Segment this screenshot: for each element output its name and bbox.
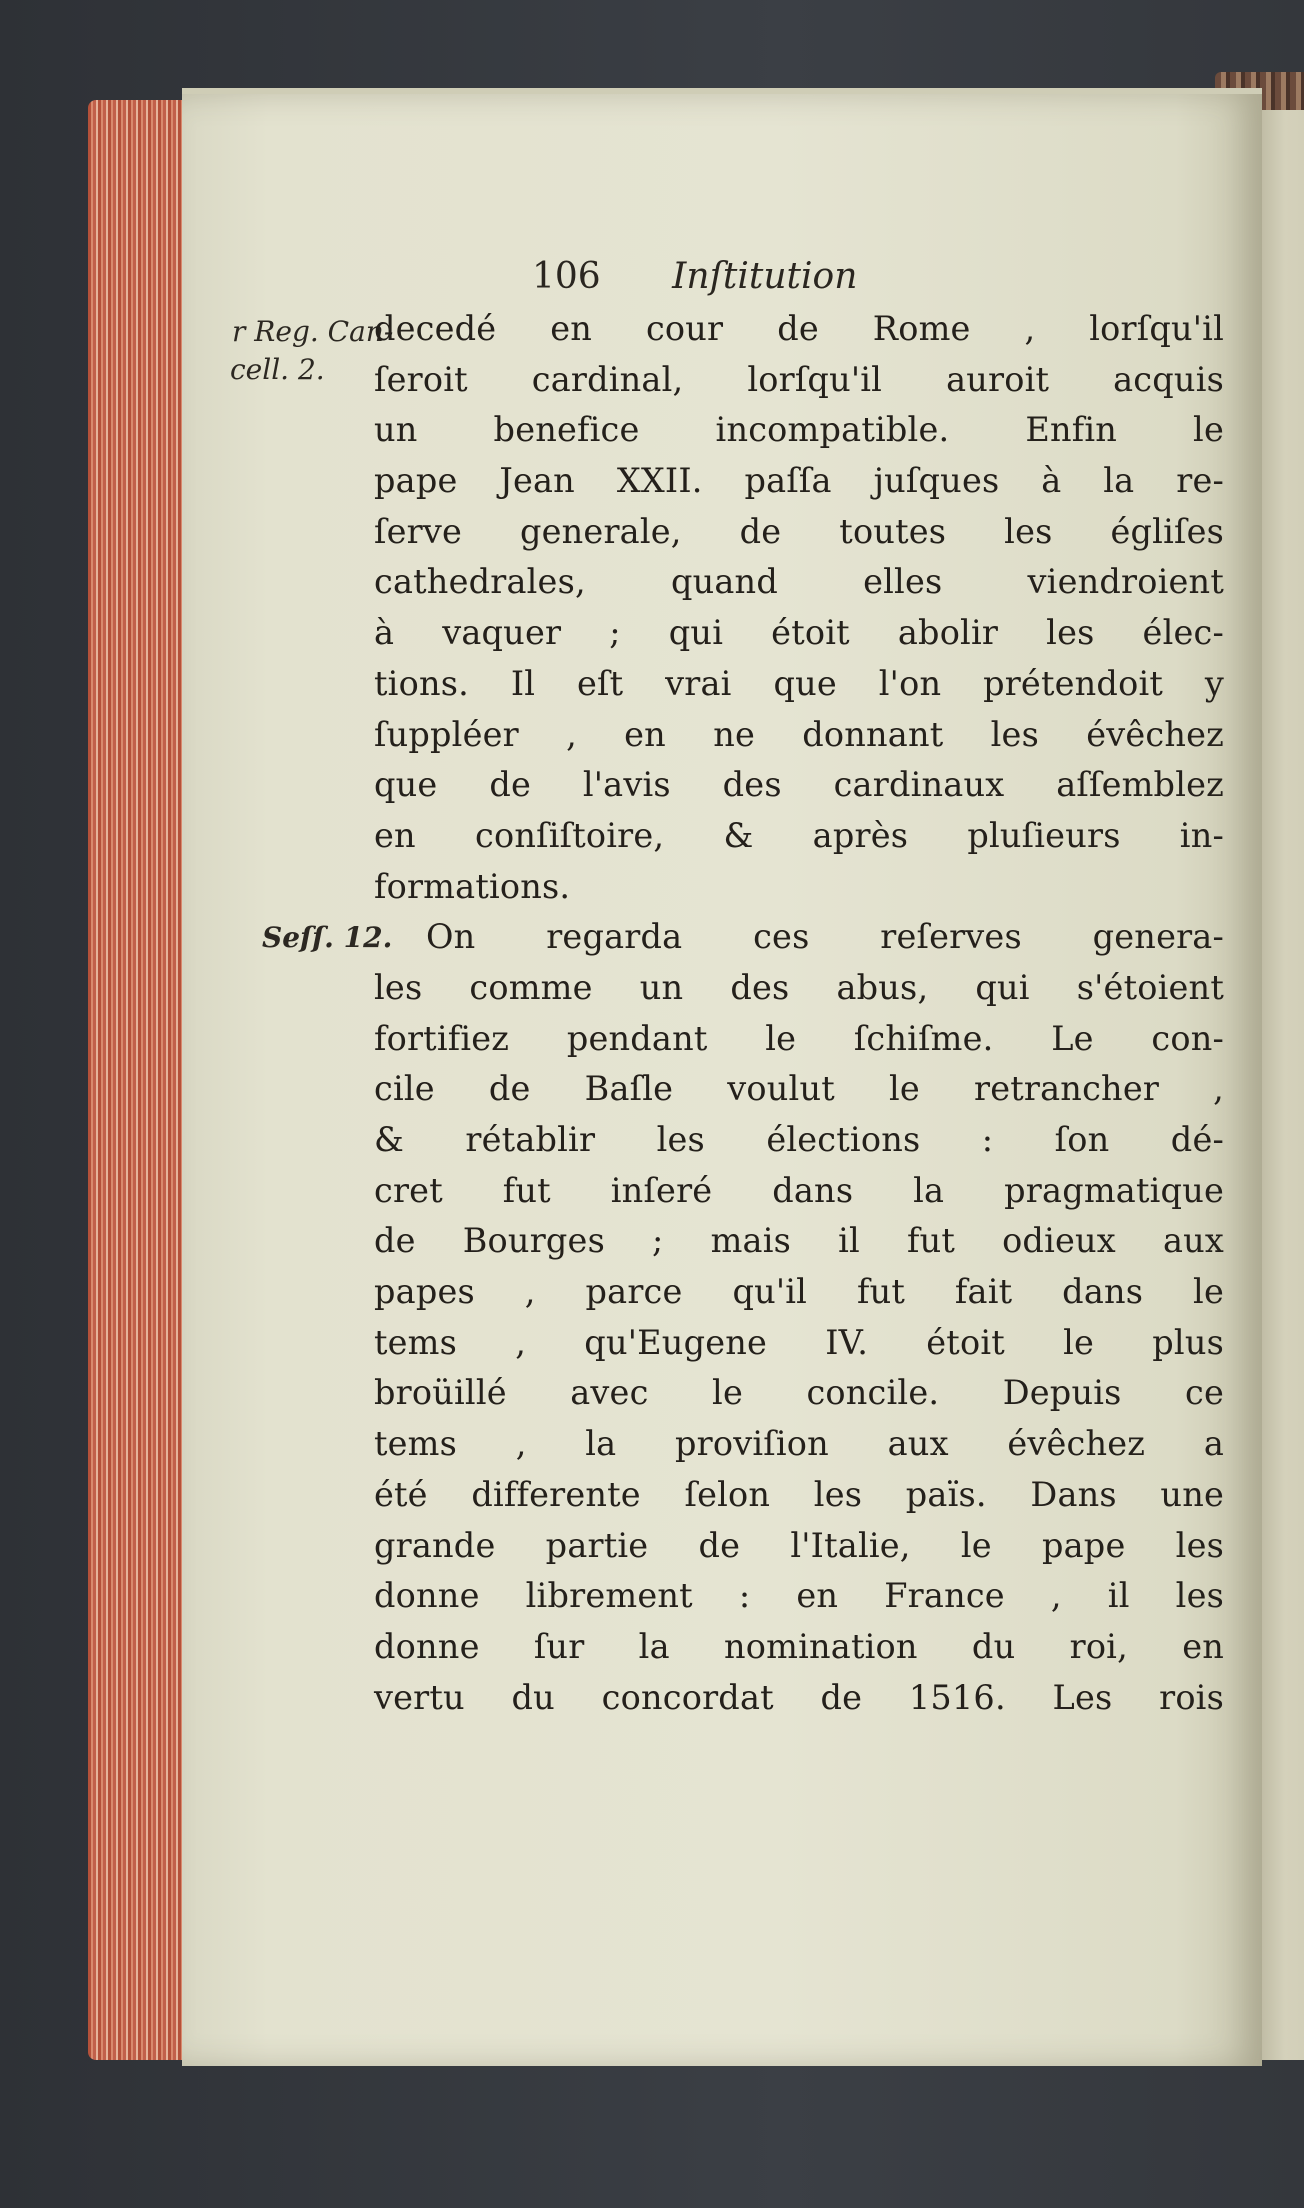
running-head-title: Inſtitution	[672, 256, 858, 297]
text-line: formations.	[374, 866, 571, 906]
book-page	[182, 88, 1262, 2066]
margin-note-reference-cont: cell. 2.	[230, 353, 325, 386]
text-line: vertu du concordat de 1516. Les rois	[374, 1677, 1224, 1717]
page-number: 106	[532, 256, 601, 297]
running-head	[532, 256, 857, 297]
text-line: cathedrales, quand elles viendroient	[374, 562, 1224, 602]
text-line: les comme un des abus, qui s'étoient	[374, 967, 1224, 1007]
text-line: broüillé avec le concile. Depuis ce	[374, 1373, 1224, 1413]
text-line: cile de Baſle voulut le retrancher ,	[374, 1069, 1224, 1109]
text-line: papes , parce qu'il fut fait dans le	[374, 1272, 1224, 1312]
text-line: fortifiez pendant le ſchiſme. Le con-	[374, 1018, 1224, 1058]
text-line: ſerve generale, de toutes les égliſes	[374, 511, 1224, 551]
text-line: & rétablir les élections : ſon dé-	[374, 1120, 1224, 1159]
text-line: que de l'avis des cardinaux aſſemblez	[374, 765, 1224, 805]
margin-note-reference: r Reg. Can-	[232, 315, 394, 348]
page-fore-edge	[88, 100, 188, 2060]
text-line: pape Jean XXII. paſſa juſques à la re-	[374, 461, 1224, 501]
text-line: à vaquer ; qui étoit abolir les élec-	[374, 613, 1224, 653]
text-line: cret fut inſeré dans la pragmatique	[374, 1170, 1224, 1210]
text-line: donne librement : en France , il les	[374, 1576, 1224, 1616]
text-line: en conſiſtoire, & après pluſieurs in-	[374, 815, 1224, 855]
text-line: tems , qu'Eugene IV. étoit le plus	[374, 1322, 1224, 1362]
text-line: été differente ſelon les païs. Dans une	[374, 1474, 1224, 1514]
text-line: On regarda ces reſerves genera-	[426, 917, 1224, 957]
text-line: ſeroit cardinal, lorſqu'il auroit acquis	[374, 359, 1224, 399]
text-line: tions. Il eſt vrai que l'on prétendoit y	[374, 663, 1224, 703]
body-text	[374, 304, 1224, 1723]
text-line: donne ſur la nomination du roi, en	[374, 1626, 1224, 1666]
margin-note-session: Seſſ. 12.	[262, 921, 393, 954]
text-line: de Bourges ; mais il fut odieux aux	[374, 1221, 1224, 1261]
text-line: grande partie de l'Italie, le pape les	[374, 1525, 1224, 1565]
text-line: decedé en cour de Rome , lorſqu'il	[374, 309, 1224, 348]
text-line: un benefice incompatible. Enfin le	[374, 410, 1224, 450]
text-line: tems , la proviſion aux évêchez a	[374, 1424, 1224, 1464]
text-line: ſuppléer , en ne donnant les évêchez	[374, 714, 1224, 754]
